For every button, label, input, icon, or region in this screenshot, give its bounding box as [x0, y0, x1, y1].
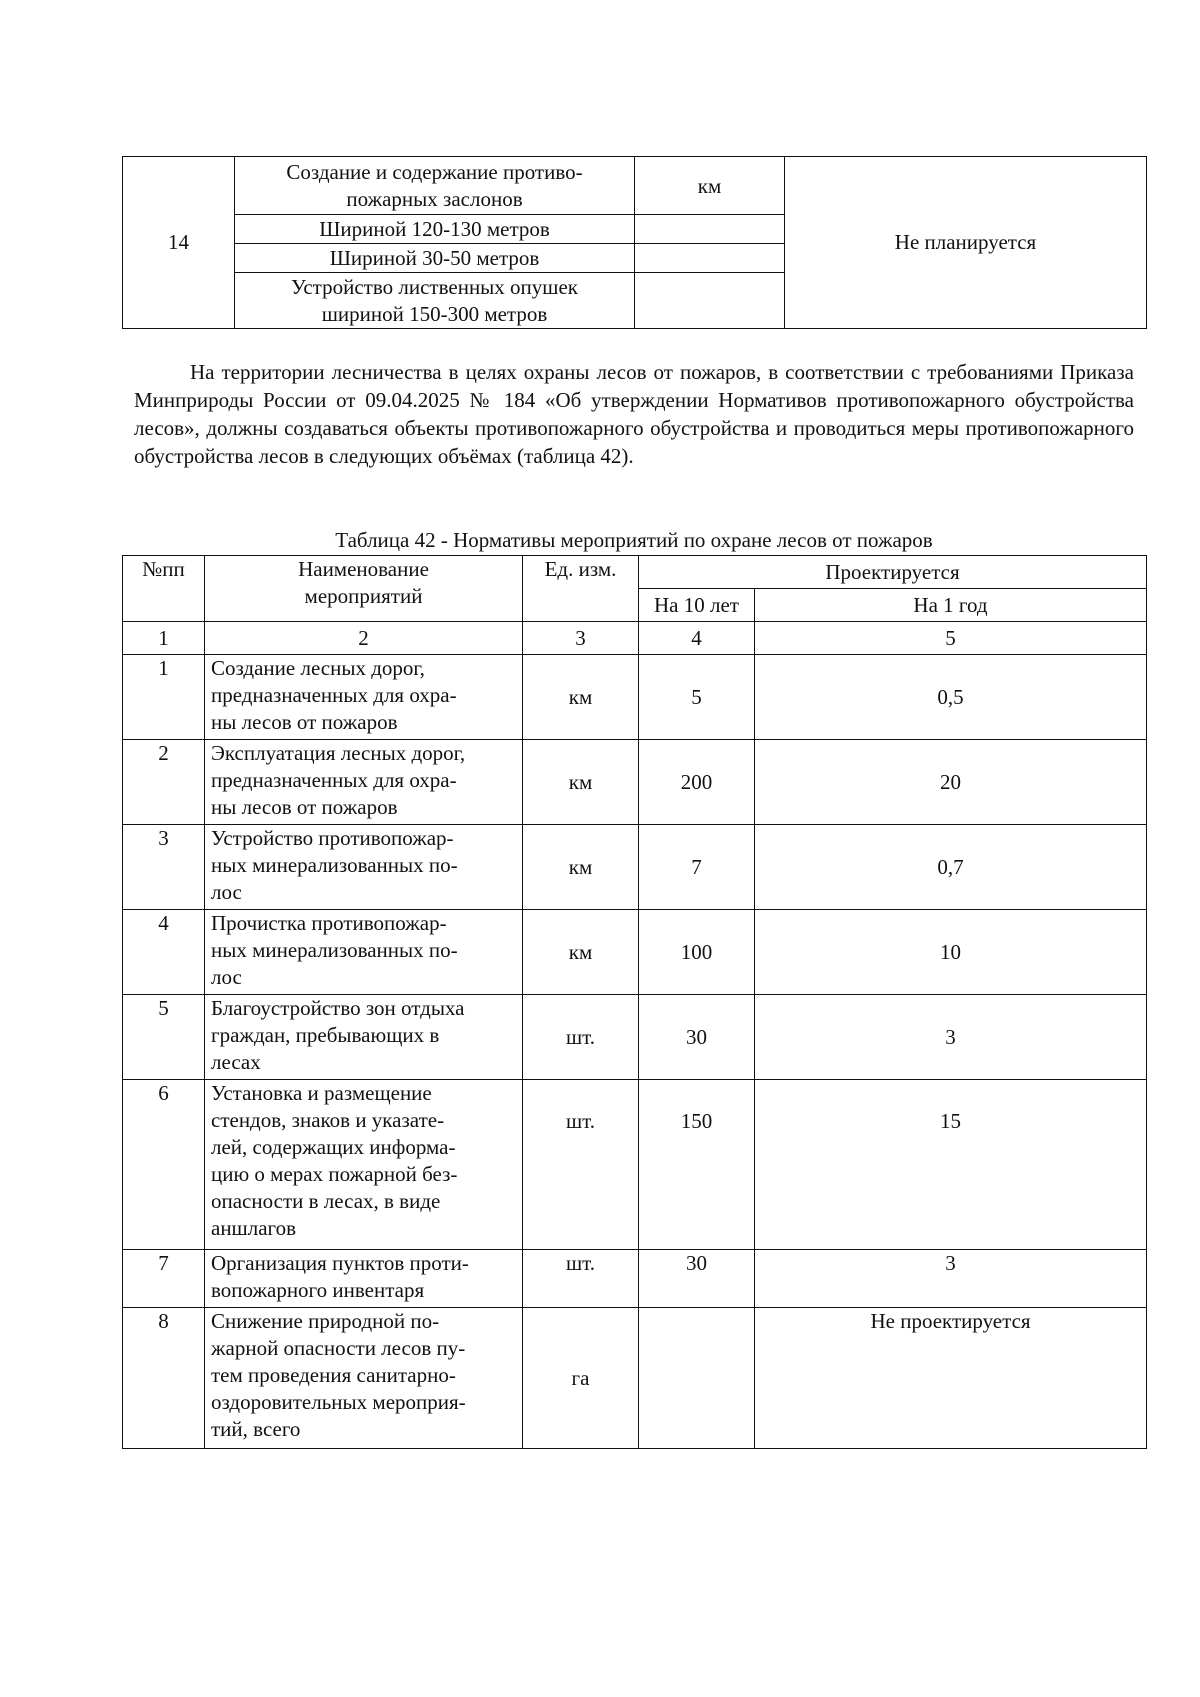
fire-barrier-table: [122, 156, 1147, 329]
header-one-year: На 1 год: [755, 589, 1147, 622]
row-name: Эксплуатация лесных дорог, предназначенных для охра- ны лесов от пожаров: [205, 740, 523, 825]
col-number: 5: [755, 622, 1147, 655]
row-name: Снижение природной по- жарной опасности лесов пу- тем проведения санитарно- оздоровительных мероприя- тий, всего: [205, 1308, 523, 1449]
unit-cell-empty: [635, 244, 785, 273]
row-unit: км: [523, 655, 639, 740]
table-row: [123, 740, 1147, 825]
row-unit: км: [523, 825, 639, 910]
row-ten-years: 5: [639, 655, 755, 740]
col-number: 2: [205, 622, 523, 655]
table-row: [123, 825, 1147, 910]
row-name: Установка и размещение стендов, знаков и указате- лей, содержащих информа- цию о мерах пожарной без- опасности в лесах, в виде аншлагов: [205, 1080, 523, 1250]
table-row: [123, 995, 1147, 1080]
item-sub-3: Устройство лиственных опушек шириной 150-300 метров: [235, 273, 635, 329]
item-sub-2: Шириной 30-50 метров: [235, 244, 635, 273]
row-ten-years: 200: [639, 740, 755, 825]
row-one-year: 3: [755, 995, 1147, 1080]
row-unit: га: [523, 1308, 639, 1449]
row-unit: шт.: [523, 1080, 639, 1250]
table-row: [123, 1250, 1147, 1308]
col-number: 1: [123, 622, 205, 655]
row-one-year: 3: [755, 1250, 1147, 1308]
table-row: [123, 910, 1147, 995]
row-ten-years: 30: [639, 1250, 755, 1308]
row-unit: шт.: [523, 995, 639, 1080]
body-paragraph: На территории лесничества в целях охраны лесов от пожаров, в соответствии с требованиями Приказа Минприроды России от 09.04.2025 № 184 «Об утверждении Нормативов противопожарного обустройства лесов», должны создаваться объекты противопожарного обустройства и проводиться меры противопожарного обустройства лесов в следующих объёмах (таблица 42).: [134, 360, 1134, 468]
unit-cell: км: [635, 157, 785, 215]
status-cell: Не планируется: [785, 157, 1147, 329]
row-one-year: Не проектируется: [755, 1308, 1147, 1449]
row-num: 1: [123, 655, 205, 740]
row-num: 2: [123, 740, 205, 825]
row-one-year: 20: [755, 740, 1147, 825]
row-num: 4: [123, 910, 205, 995]
row-ten-years: 100: [639, 910, 755, 995]
row-num: 5: [123, 995, 205, 1080]
row-ten-years: 7: [639, 825, 755, 910]
header-num: №пп: [123, 556, 205, 622]
header-unit: Ед. изм.: [523, 556, 639, 622]
row-name: Благоустройство зон отдыха граждан, пребывающих в лесах: [205, 995, 523, 1080]
row-num: 3: [123, 825, 205, 910]
row-num: 6: [123, 1080, 205, 1250]
row-num: 7: [123, 1250, 205, 1308]
table-row: [123, 655, 1147, 740]
table-caption: Таблица 42 - Нормативы мероприятий по охране лесов от пожаров: [335, 528, 933, 552]
row-unit: шт.: [523, 1250, 639, 1308]
row-number: 14: [123, 157, 235, 329]
row-name: Создание лесных дорог, предназначенных для охра- ны лесов от пожаров: [205, 655, 523, 740]
row-name: Устройство противопожар- ных минерализованных по- лос: [205, 825, 523, 910]
item-main: Создание и содержание противо- пожарных заслонов: [235, 157, 635, 215]
row-unit: км: [523, 740, 639, 825]
unit-cell-empty: [635, 273, 785, 329]
row-name: Прочистка противопожар- ных минерализованных по- лос: [205, 910, 523, 995]
header-name: Наименование мероприятий: [205, 556, 523, 622]
row-unit: км: [523, 910, 639, 995]
table-row: [123, 1080, 1147, 1250]
row-one-year: 10: [755, 910, 1147, 995]
unit-cell-empty: [635, 215, 785, 244]
row-ten-years: [639, 1308, 755, 1449]
row-num: 8: [123, 1308, 205, 1449]
col-number: 4: [639, 622, 755, 655]
row-ten-years: 150: [639, 1080, 755, 1250]
row-ten-years: 30: [639, 995, 755, 1080]
table-row: [123, 1308, 1147, 1449]
row-one-year: 0,5: [755, 655, 1147, 740]
header-ten-years: На 10 лет: [639, 589, 755, 622]
row-name: Организация пунктов проти- вопожарного инвентаря: [205, 1250, 523, 1308]
row-one-year: 0,7: [755, 825, 1147, 910]
item-sub-1: Шириной 120-130 метров: [235, 215, 635, 244]
fire-measures-table: [122, 555, 1147, 1449]
row-one-year: 15: [755, 1080, 1147, 1250]
col-number: 3: [523, 622, 639, 655]
header-projected: Проектируется: [639, 556, 1147, 589]
